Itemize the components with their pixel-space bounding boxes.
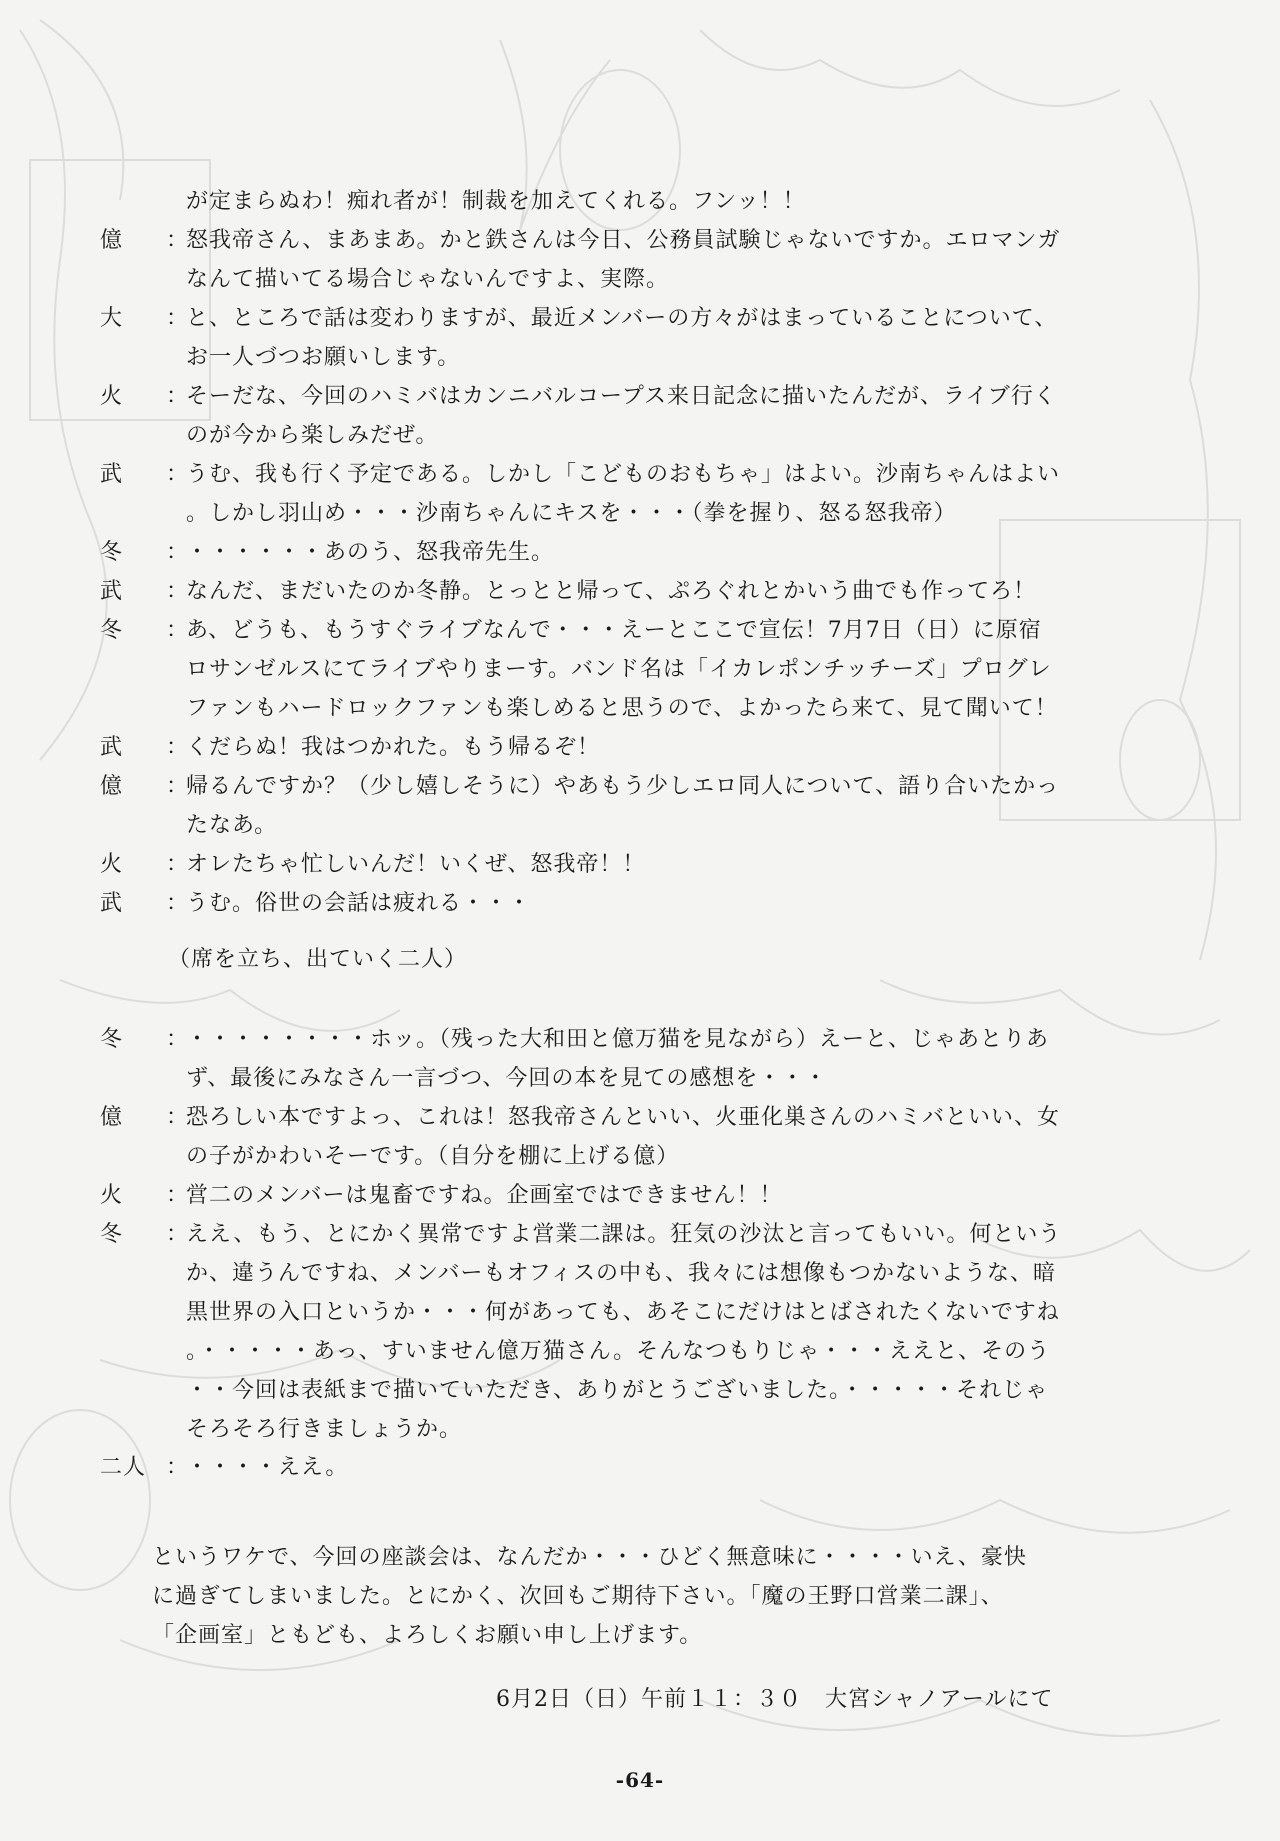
dialogue-text: うむ。俗世の会話は疲れる・・・ [186,891,532,916]
closing-line: というワケで、今回の座談会は、なんだか・・・ひどく無意味に・・・・いえ、豪快 [152,1545,1027,1570]
colon-separator: ： [166,540,190,565]
speaker-label: 火 [100,1183,124,1208]
dialogue-line [100,572,1180,611]
dialogue-line [100,1371,1180,1410]
dialogue-line [100,767,1180,806]
colon-separator: ： [166,774,190,799]
dialogue-line [100,1410,1180,1449]
colon-separator: ： [166,306,190,331]
speaker-label: 冬 [100,540,124,565]
dialogue-text: 。しかし羽山め・・・沙南ちゃんにキスを・・・（拳を握り、怒る怒我帝） [186,501,957,526]
dialogue-text: うむ、我も行く予定である。しかし「こどものおもちゃ」はよい。沙南ちゃんはよい [186,462,1061,487]
dialogue-line [100,611,1180,650]
dialogue-text: ・・・・・・・・ホッ。（残った大和田と億万猫を見ながら）えーと、じゃあとりあ [186,1027,1050,1052]
dialogue-line [100,494,1180,533]
colon-separator: ： [166,228,190,253]
dialogue-text: なんて描いてる場合じゃないんですよ、実際。 [186,267,670,292]
dialogue-line [100,416,1180,455]
dialogue-text: と、ところで話は変わりますが、最近メンバーの方々がはまっていることについて、 [186,306,1058,331]
dialogue-line [100,1332,1180,1371]
dialogue-text: か、違うんですね、メンバーもオフィスの中も、我々には想像もつかないような、暗 [186,1261,1057,1286]
dialogue-text: お一人づつお願いします。 [186,345,461,370]
stage-direction [168,940,1248,979]
speaker-label: 冬 [100,1222,124,1247]
dialogue-text: ええ、もう、とにかく異常ですよ営業二課は。狂気の沙汰と言ってもいい。何という [186,1222,1062,1247]
speaker-label: 火 [100,852,124,877]
speaker-label: 億 [100,228,124,253]
dialogue-line [100,1293,1180,1332]
dialogue-text: なんだ、まだいたのか冬静。とっとと帰って、ぷろぐれとかいう曲でも作ってろ！ [186,579,1037,604]
colon-separator: ： [166,579,190,604]
dialogue-line [100,689,1180,728]
speaker-label: 武 [100,891,124,916]
colon-separator: ： [166,1455,190,1480]
dialogue-text: あ、どうも、もうすぐライブなんで・・・えーとここで宣伝！7月7日（日）に原宿 [186,618,1042,643]
final-exchange [100,1448,1180,1487]
dialogue-text: 。・・・・・あっ、すいません億万猫さん。そんなつもりじゃ・・・ええと、そのう [186,1339,1051,1364]
dialogue-text: ・・今回は表紙まで描いていただき、ありがとうございました。・・・・・それじゃ [186,1378,1049,1403]
dialogue-text: ロサンゼルスにてライブやりまーす。バンド名は「イカレポンチッチーズ」プログレ [186,657,1052,682]
dialogue-line [100,884,1180,923]
speaker-label: 火 [100,384,124,409]
dialogue-line [100,1098,1180,1137]
dialogue-line [100,455,1180,494]
dialogue-line [100,299,1180,338]
colon-separator: ： [166,1183,190,1208]
dialogue-line [100,377,1180,416]
dialogue-text: くだらぬ！我はつかれた。もう帰るぞ！ [186,735,601,760]
dialogue-line [100,1137,1180,1176]
dateline [496,1680,1280,1719]
stage-direction-line: （席を立ち、出ていく二人） [168,947,468,972]
dialogue-text: ファンもハードロックファンも楽しめると思うので、よかったら来て、見て聞いて！ [186,696,1058,721]
dialogue-line [100,1254,1180,1293]
dialogue-text: オレたちゃ忙しいんだ！いくぜ、怒我帝！！ [186,852,646,877]
dialogue-line [100,221,1180,260]
dialogue-text: 営二のメンバーは鬼畜ですね。企画室ではできません！！ [186,1183,783,1208]
dialogue-line [100,845,1180,884]
colon-separator: ： [166,384,190,409]
closing-line: に過ぎてしまいました。とにかく、次回もご期待下さい。「魔の王野口営業二課」、 [152,1584,1004,1609]
speaker-label: 億 [100,774,124,799]
dialogue-line [100,1215,1180,1254]
speaker-label: 大 [100,306,124,331]
colon-separator: ： [166,852,190,877]
closing-paragraph [152,1538,1232,1655]
dateline-line: 6月2日（日）午前１１：３０ 大宮シャノアールにて [496,1687,1054,1712]
colon-separator: ： [166,1027,190,1052]
speaker-label: 武 [100,735,124,760]
dialogue-line [100,338,1180,377]
dialogue-text: が定まらぬわ！痴れ者が！制裁を加えてくれる。フンッ！！ [186,189,806,214]
closing-line: 「企画室」ともども、よろしくお願い申し上げます。 [152,1623,703,1648]
speaker-label: 冬 [100,1027,124,1052]
dialogue-line [100,1448,1180,1487]
colon-separator: ： [166,618,190,643]
colon-separator: ： [166,1105,190,1130]
dialogue-text: ず、最後にみなさん一言づつ、今回の本を見ての感想を・・・ [186,1066,828,1091]
dialogue-text: の子がかわいそーです。（自分を棚に上げる億） [186,1144,680,1169]
dialogue-text: 恐ろしい本ですよっ、これは！怒我帝さんといい、火亜化巣さんのハミバといい、女 [186,1105,1061,1130]
speaker-label: 武 [100,579,124,604]
colon-separator: ： [166,1222,190,1247]
speaker-label: 冬 [100,618,124,643]
dialogue-line [100,650,1180,689]
dialogue-line [100,260,1180,299]
dialogue-section-2 [100,1020,1180,1449]
speaker-label: 二人 [100,1455,147,1480]
dialogue-line [100,806,1180,845]
dialogue-text: ・・・・ええ。 [186,1455,349,1480]
dialogue-line [100,533,1180,572]
dialogue-text: 怒我帝さん、まあまあ。かと鉄さんは今日、公務員試験じゃないですか。エロマンガ [186,228,1061,253]
speaker-label: 武 [100,462,124,487]
dialogue-section-1 [100,182,1180,923]
page-number: -64- [615,1768,665,1792]
dialogue-line [100,182,1180,221]
colon-separator: ： [166,735,190,760]
dialogue-text: ・・・・・・あのう、怒我帝先生。 [186,540,555,565]
colon-separator: ： [166,462,190,487]
dialogue-line [100,1020,1180,1059]
colon-separator: ： [166,891,190,916]
dialogue-text: 帰るんですか？（少し嬉しそうに）やあもう少しエロ同人について、語り合いたかっ [186,774,1060,799]
dialogue-text: そろそろ行きましょうか。 [186,1417,463,1442]
dialogue-line [100,1059,1180,1098]
dialogue-line [100,1176,1180,1215]
dialogue-text: たなあ。 [186,813,278,838]
speaker-label: 億 [100,1105,124,1130]
dialogue-text: そーだな、今回のハミバはカンニバルコープス来日記念に描いたんだが、ライブ行く [186,384,1057,409]
dialogue-line [100,728,1180,767]
dialogue-text: のが今から楽しみだぜ。 [186,423,439,448]
dialogue-text: 黒世界の入口というか・・・何があっても、あそこにだけはとばされたくないですね [186,1300,1060,1325]
